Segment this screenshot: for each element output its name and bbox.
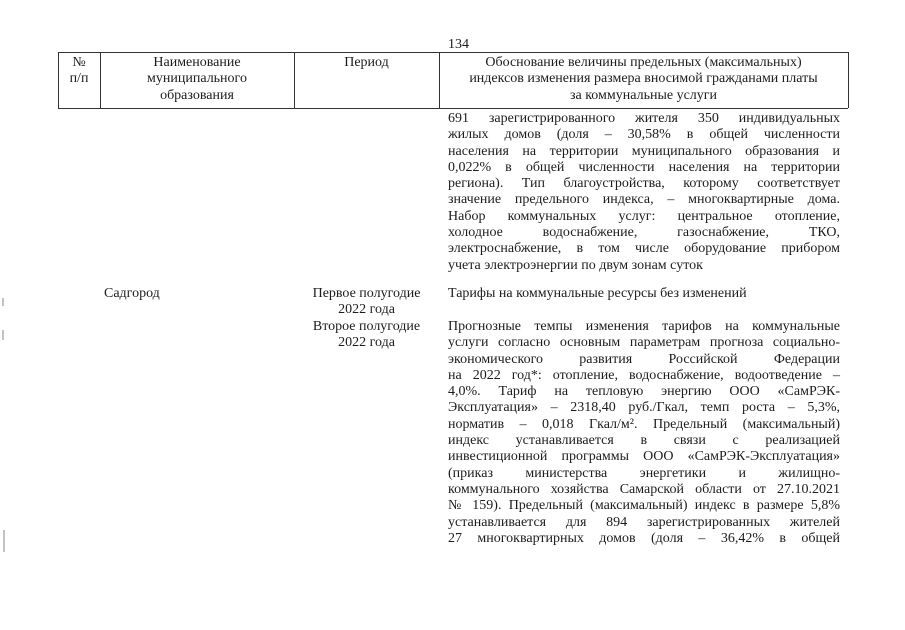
- text-line: № 159). Предельный (максимальный) индекс в размере 5,8%: [448, 498, 840, 514]
- header-period-line-1: Период: [344, 55, 389, 70]
- text-line: на 2022 год*: отопление, водоснабжение, водоотведение –: [448, 367, 840, 383]
- text-line: электроснабжение, в том числе оборудование прибором: [448, 241, 840, 257]
- text-line: (приказ министерства энергетики и жилищно-: [448, 465, 840, 481]
- text-line: инвестиционной программы ООО «СамРЭК-Эксплуатация»: [448, 449, 840, 465]
- text-line: региона). Тип благоустройства, которому соответствует: [448, 176, 840, 192]
- text-line: 691 зарегистрированного жителя 350 индивидуальных: [448, 111, 840, 126]
- header-justification: [439, 55, 848, 104]
- justification-second-half: [448, 319, 840, 547]
- text-line: Прогнозные темпы изменения тарифов на коммунальные: [448, 319, 840, 334]
- column-border-right: [848, 52, 849, 108]
- period-first-half: [294, 286, 439, 319]
- text-line: индекс устанавливается в связи с реализацией: [448, 433, 840, 449]
- text-line: устанавливается для 894 зарегистрированных жителей: [448, 514, 840, 530]
- justification-first-half: Тарифы на коммунальные ресурсы без изменений: [448, 286, 747, 301]
- text-line: Эксплуатация» – 2318,40 руб./Гкал, темп роста – 5,3%,: [448, 400, 840, 416]
- text-line: услуги согласно основным параметрам прогноза социально-: [448, 335, 840, 351]
- text-line: холодное водоснабжение, газоснабжение, ТКО,: [448, 225, 840, 241]
- continuation-paragraph: [448, 111, 840, 274]
- header-bottom-border: [58, 108, 848, 109]
- text-line: населения на территории муниципального образования и: [448, 143, 840, 159]
- header-justification-line-3: за коммунальные услуги: [569, 87, 718, 103]
- scan-artifact: [3, 530, 5, 552]
- text-line: значение предельного индекса, – многоквартирные дома.: [448, 192, 840, 208]
- header-municipality-line-3: образования: [160, 87, 234, 103]
- period-second-half-line-2: 2022 года: [338, 335, 395, 351]
- header-period: [294, 55, 439, 71]
- period-first-half-line-2: 2022 года: [338, 302, 395, 318]
- header-municipality-line-1: Наименование: [153, 55, 241, 70]
- period-second-half: [294, 319, 439, 352]
- period-first-half-line-1: Первое полугодие: [312, 286, 421, 301]
- municipality-name: Садгород: [104, 286, 160, 301]
- text-line: учета электроэнергии по двум зонам суток: [448, 257, 703, 273]
- header-num-line-2: п/п: [69, 71, 89, 87]
- text-line: норматив – 0,018 Гкал/м². Предельный (максимальный): [448, 416, 840, 432]
- table-top-border: [58, 52, 848, 53]
- text-line: Набор коммунальных услуг: центральное отопление,: [448, 208, 840, 224]
- header-num-line-1: №: [72, 55, 86, 70]
- scan-artifact: [2, 298, 4, 306]
- text-line: 0,022% в общей численности населения на территории: [448, 159, 840, 175]
- header-justification-line-2: индексов изменения размера вносимой гражданами платы: [469, 71, 818, 87]
- page-number: 134: [448, 37, 469, 52]
- header-municipality-line-2: муниципального: [147, 71, 247, 87]
- scan-artifact: [2, 330, 4, 340]
- header-num: [58, 55, 100, 88]
- text-line: 27 многоквартирных домов (доля – 36,42% в общей: [448, 530, 840, 546]
- header-justification-line-1: Обоснование величины предельных (максимальных): [485, 55, 802, 70]
- text-line: жилых домов (доля – 30,58% в общей численности: [448, 127, 840, 143]
- text-line: коммунального хозяйства Самарской области от 27.10.2021: [448, 481, 840, 497]
- text-line: 4,0%. Тариф на тепловую энергию ООО «СамРЭК-: [448, 384, 840, 400]
- header-municipality: [100, 55, 294, 104]
- text-line: экономического развития Российской Федерации: [448, 351, 840, 367]
- period-second-half-line-1: Второе полугодие: [312, 319, 421, 334]
